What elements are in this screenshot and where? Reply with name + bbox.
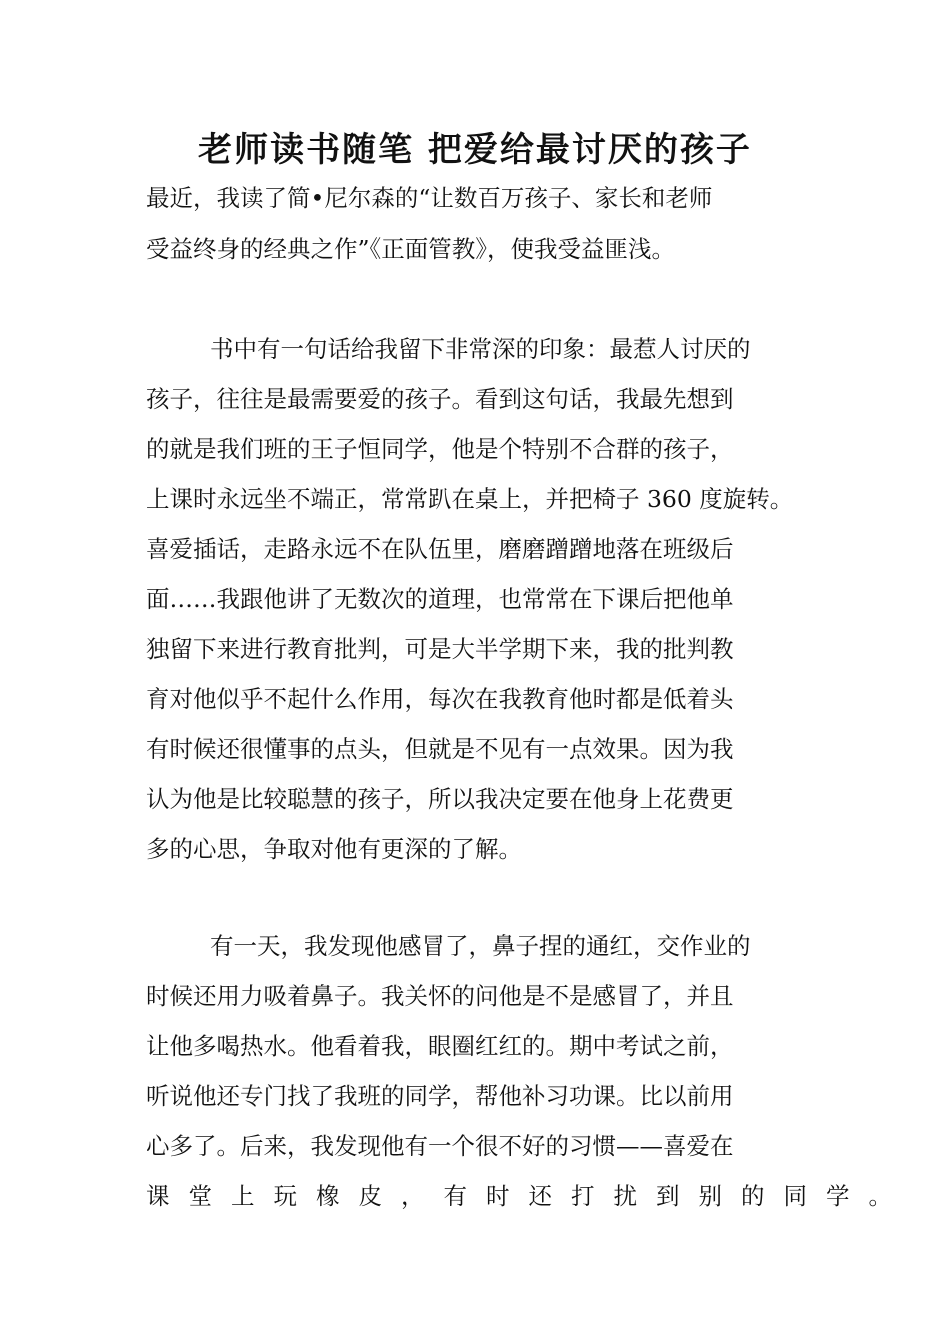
document-title: 老师读书随笔 把爱给最讨厌的孩子 (198, 130, 752, 170)
text-line: 育对他似乎不起什么作用，每次在我教育他时都是低着头 (146, 685, 734, 713)
text-line: 让他多喝热水。他看着我，眼圈红红的。期中考试之前， (146, 1032, 734, 1060)
text-line: 心多了。后来，我发现他有一个很不好的习惯——喜爱在 (146, 1132, 734, 1160)
text-line: 孩子，往往是最需要爱的孩子。看到这句话，我最先想到 (146, 385, 734, 413)
text-line: 最近，我读了简•尼尔森的“让数百万孩子、家长和老师 (146, 184, 713, 212)
text-line: 受益终身的经典之作”《正面管教》，使我受益匪浅。 (146, 235, 676, 263)
text-line: 有一天，我发现他感冒了，鼻子捏的通红，交作业的 (210, 932, 751, 960)
text-line: 书中有一句话给我留下非常深的印象：最惹人讨厌的 (210, 335, 751, 363)
text-line: 上课时永远坐不端正，常常趴在桌上，并把椅子 360 度旋转。 (146, 485, 794, 513)
text-line: 面……我跟他讲了无数次的道理，也常常在下课后把他单 (146, 585, 734, 613)
text-line: 喜爱插话，走路永远不在队伍里，磨磨蹭蹭地落在班级后 (146, 535, 734, 563)
text-line: 听说他还专门找了我班的同学，帮他补习功课。比以前用 (146, 1082, 734, 1110)
text-line: 时候还用力吸着鼻子。我关怀的问他是不是感冒了，并且 (146, 982, 734, 1010)
text-line: 的就是我们班的王子恒同学，他是个特别不合群的孩子， (146, 435, 734, 463)
text-line: 独留下来进行教育批判，可是大半学期下来，我的批判教 (146, 635, 734, 663)
text-line: 认为他是比较聪慧的孩子，所以我决定要在他身上花费更 (146, 785, 734, 813)
text-line: 课堂上玩橡皮，有时还打扰到别的同学。 (146, 1182, 911, 1210)
text-line: 有时候还很懂事的点头，但就是不见有一点效果。因为我 (146, 735, 734, 763)
text-line: 多的心思，争取对他有更深的了解。 (146, 835, 522, 863)
